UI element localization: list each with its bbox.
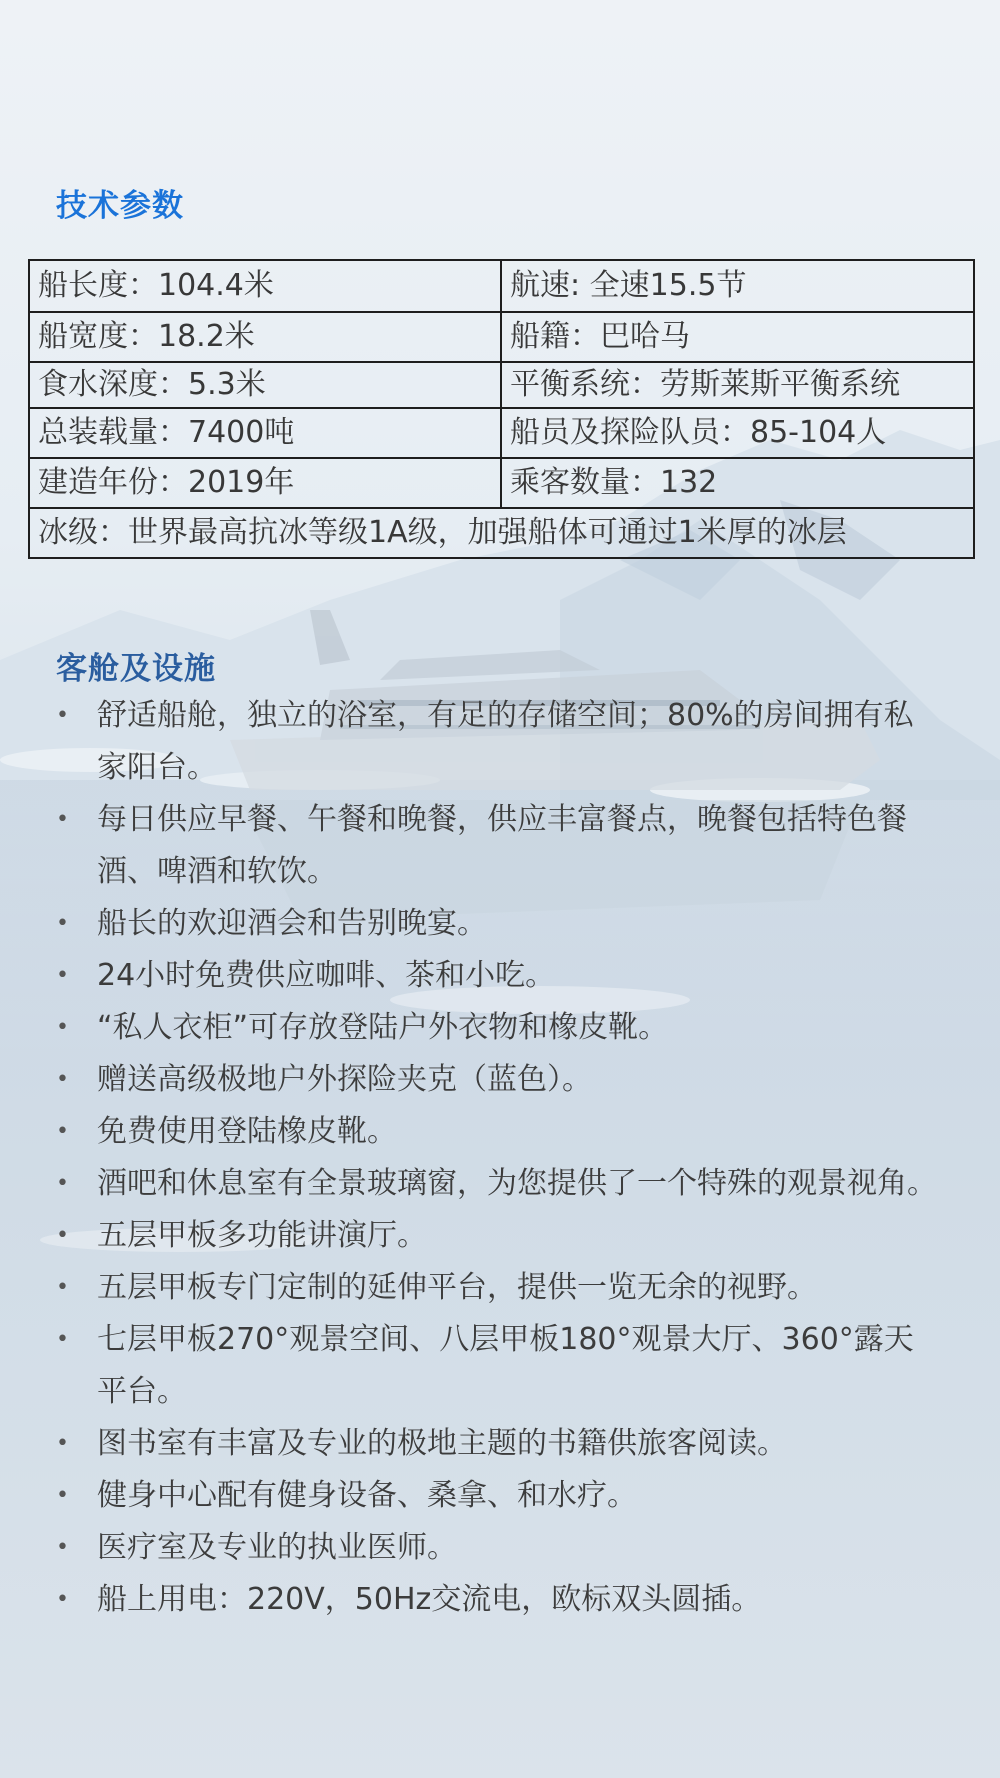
list-item (0, 1522, 1000, 1574)
list-item (0, 690, 1000, 794)
table-row (29, 312, 974, 362)
bullet-icon: • (56, 1483, 69, 1508)
table-row (29, 260, 974, 312)
table-row (29, 408, 974, 458)
ice-class-cell: 冰级：世界最高抗冰等级1A级，加强船体可通过1米厚的冰层 (29, 508, 974, 558)
list-item (0, 1418, 1000, 1470)
list-item (0, 1470, 1000, 1522)
list-item (0, 898, 1000, 950)
bullet-icon: • (56, 1535, 69, 1560)
list-item-text: “私人衣柜”可存放登陆户外衣物和橡皮靴。 (97, 1010, 669, 1045)
table-row (29, 362, 974, 408)
list-item (0, 1054, 1000, 1106)
facilities-list (0, 690, 1000, 1626)
list-item-text: 24小时免费供应咖啡、茶和小吃。 (97, 958, 556, 993)
list-item-text: 医疗室及专业的执业医师。 (97, 1530, 457, 1565)
bullet-icon: • (56, 1171, 69, 1196)
bullet-icon: • (56, 1327, 69, 1352)
spec-cell: 乘客数量：132 (501, 458, 974, 508)
list-item (0, 1106, 1000, 1158)
spec-cell: 船籍：巴哈马 (501, 312, 974, 362)
cabin-facilities-title: 客舱及设施 (56, 651, 216, 687)
bullet-icon: • (56, 1431, 69, 1456)
spec-cell: 船长度：104.4米 (29, 260, 501, 312)
bullet-icon: • (56, 1275, 69, 1300)
list-item-text: 五层甲板专门定制的延伸平台，提供一览无余的视野。 (97, 1270, 817, 1305)
bullet-icon: • (56, 1067, 69, 1092)
list-item-text: 七层甲板270°观景空间、八层甲板180°观景大厅、360°露天平台。 (97, 1322, 914, 1409)
spec-cell: 航速: 全速15.5节 (501, 260, 974, 312)
list-item-text: 健身中心配有健身设备、桑拿、和水疗。 (97, 1478, 637, 1513)
bullet-icon: • (56, 1223, 69, 1248)
list-item-text: 舒适船舱，独立的浴室，有足的存储空间；80%的房间拥有私家阳台。 (97, 698, 914, 785)
spec-cell: 船宽度：18.2米 (29, 312, 501, 362)
list-item (0, 950, 1000, 1002)
list-item (0, 1574, 1000, 1626)
list-item (0, 1210, 1000, 1262)
list-item-text: 图书室有丰富及专业的极地主题的书籍供旅客阅读。 (97, 1426, 787, 1461)
spec-cell: 平衡系统：劳斯莱斯平衡系统 (501, 362, 974, 408)
bullet-icon: • (56, 1015, 69, 1040)
spec-cell: 总装载量：7400吨 (29, 408, 501, 458)
list-item-text: 船上用电：220V，50Hz交流电，欧标双头圆插。 (97, 1582, 762, 1617)
list-item-text: 五层甲板多功能讲演厅。 (97, 1218, 427, 1253)
table-row (29, 458, 974, 508)
list-item (0, 1314, 1000, 1418)
list-item (0, 794, 1000, 898)
list-item-text: 船长的欢迎酒会和告别晚宴。 (97, 906, 487, 941)
bullet-icon: • (56, 807, 69, 832)
list-item-text: 每日供应早餐、午餐和晚餐，供应丰富餐点，晚餐包括特色餐酒、啤酒和软饮。 (97, 802, 907, 889)
list-item-text: 赠送高级极地户外探险夹克（蓝色）。 (97, 1062, 592, 1097)
list-item (0, 1158, 1000, 1210)
tech-specs-title: 技术参数 (56, 188, 184, 224)
tech-specs-table (28, 259, 975, 559)
list-item (0, 1002, 1000, 1054)
bullet-icon: • (56, 963, 69, 988)
bullet-icon: • (56, 911, 69, 936)
table-row (29, 508, 974, 558)
list-item (0, 1262, 1000, 1314)
spec-cell: 食水深度：5.3米 (29, 362, 501, 408)
list-item-text: 酒吧和休息室有全景玻璃窗，为您提供了一个特殊的观景视角。 (97, 1166, 937, 1201)
spec-cell: 建造年份：2019年 (29, 458, 501, 508)
spec-cell: 船员及探险队员：85-104人 (501, 408, 974, 458)
bullet-icon: • (56, 703, 69, 728)
bullet-icon: • (56, 1587, 69, 1612)
bullet-icon: • (56, 1119, 69, 1144)
list-item-text: 免费使用登陆橡皮靴。 (97, 1114, 397, 1149)
